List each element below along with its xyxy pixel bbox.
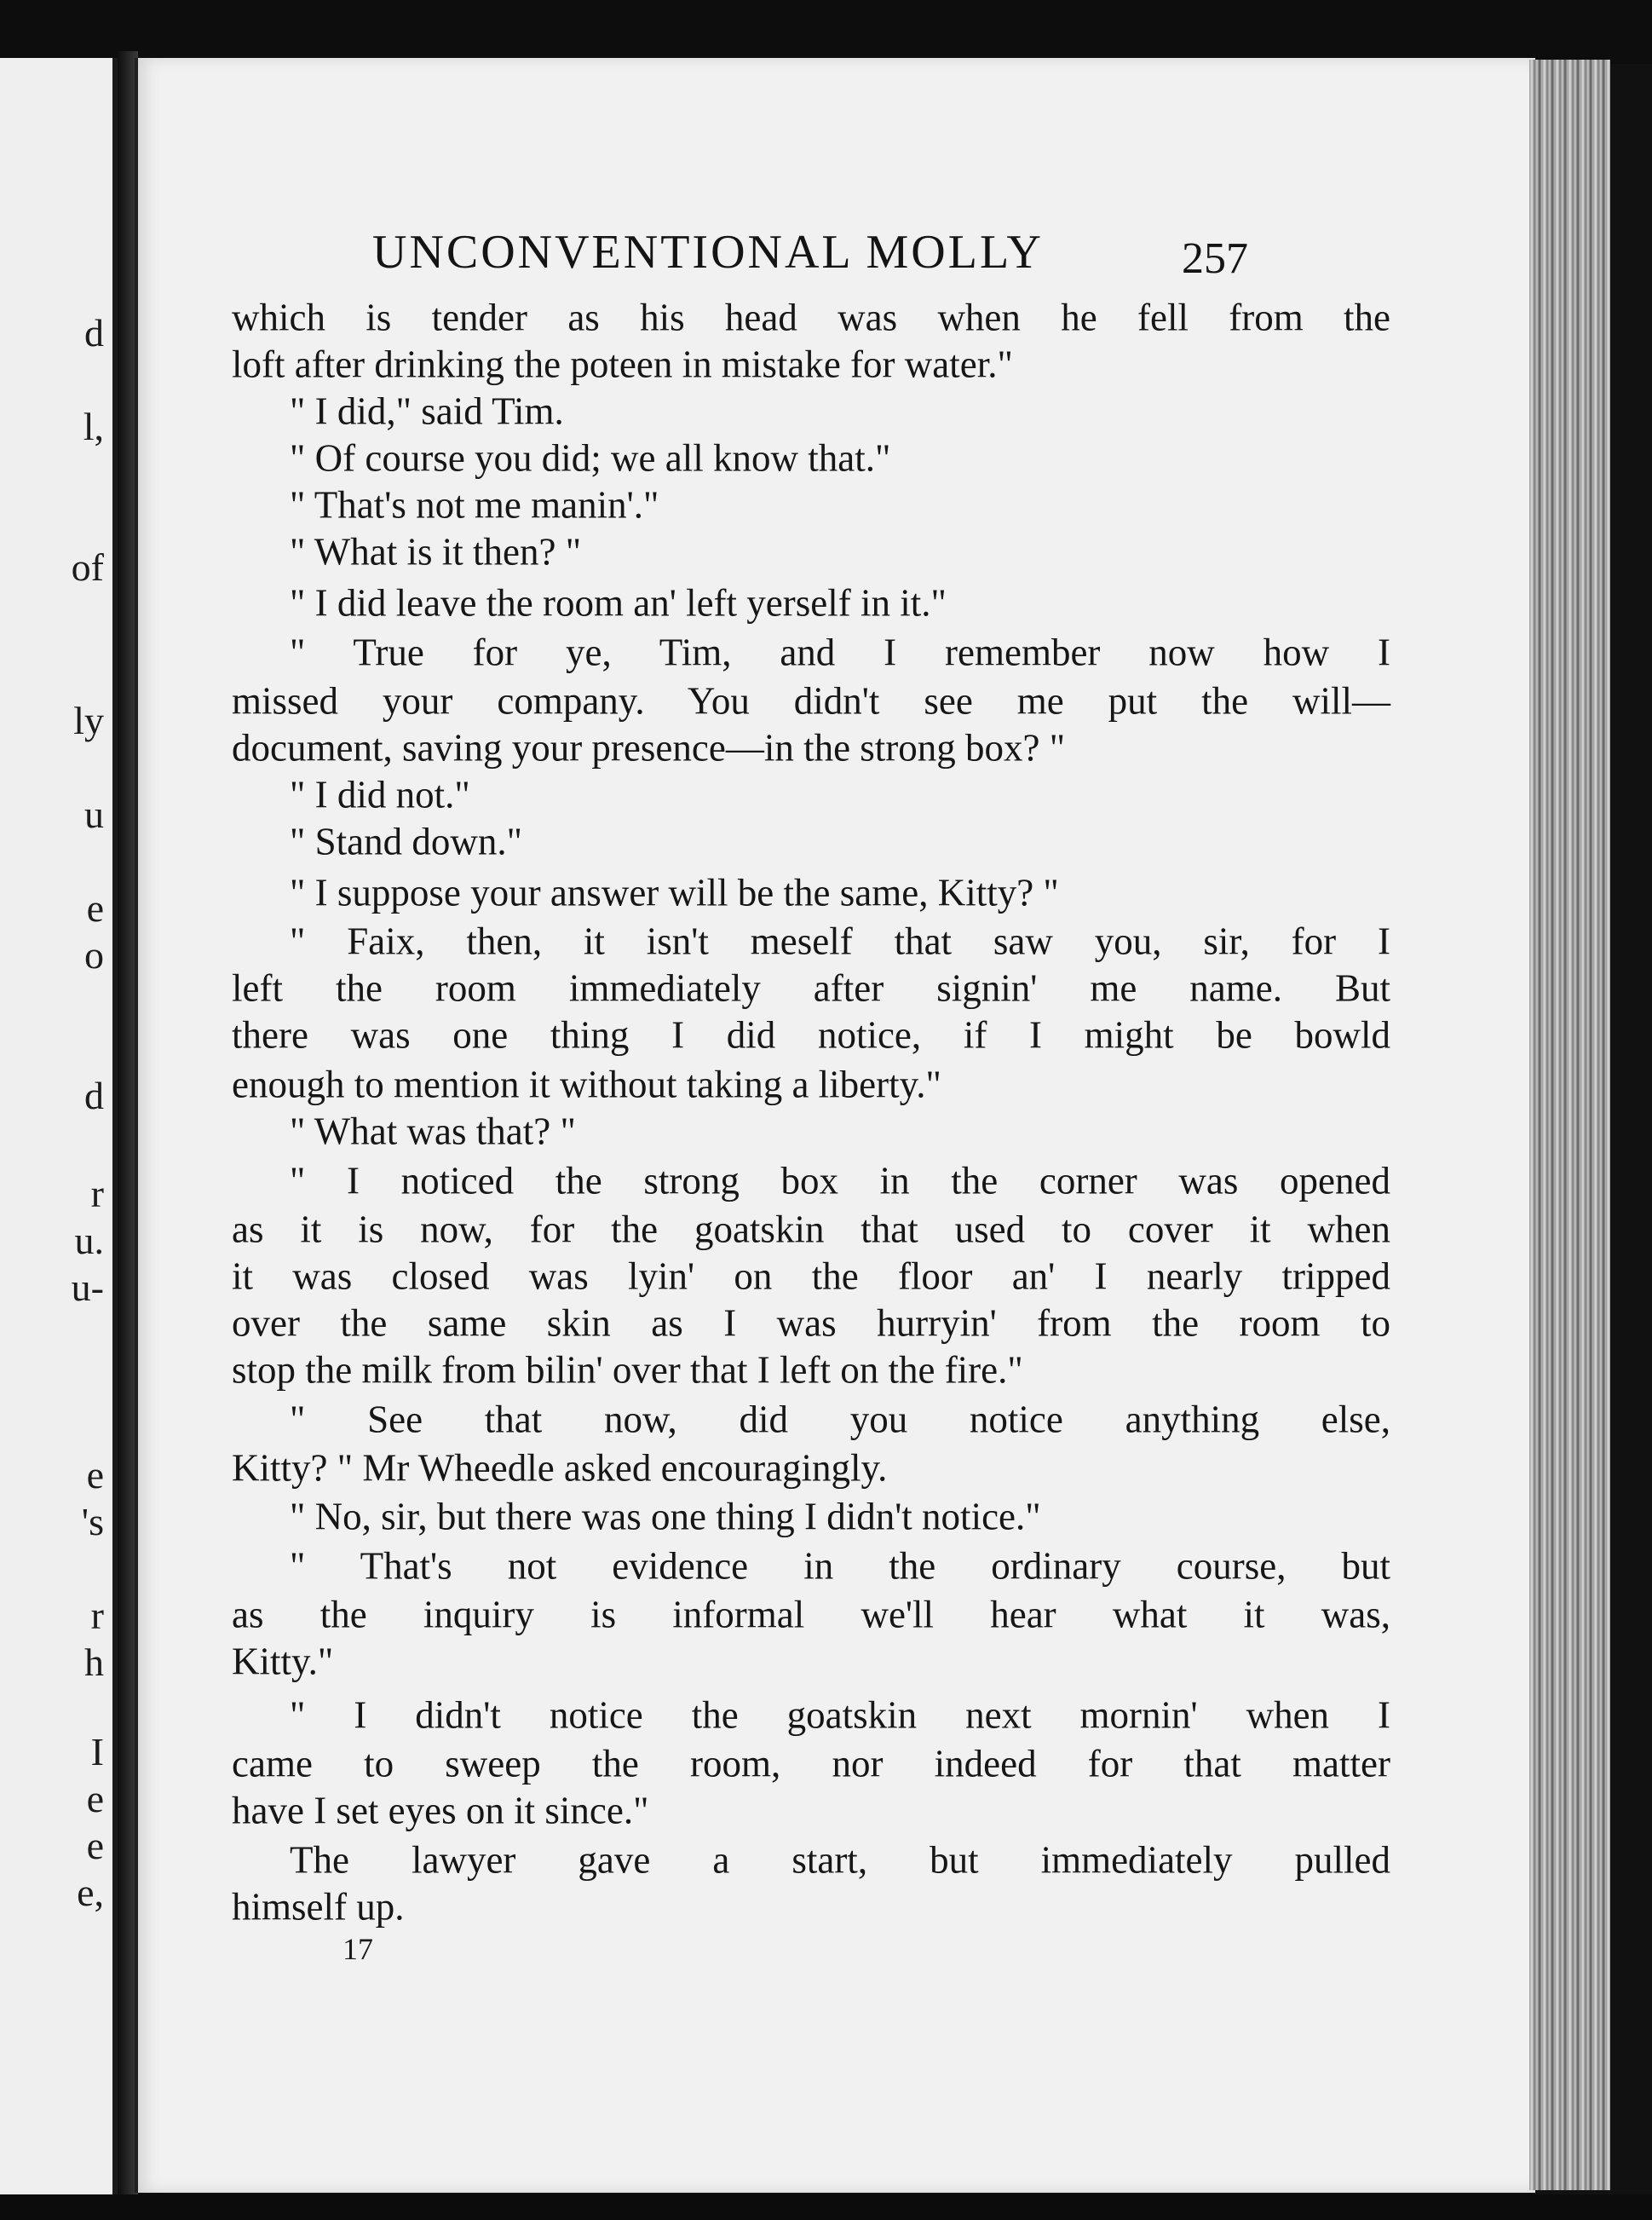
text-line: there was one thing I did notice, if I might be bowld xyxy=(232,1013,1390,1057)
text-line: himself up. xyxy=(232,1885,405,1929)
text-line: missed your company. You didn't see me put the will— xyxy=(232,679,1390,723)
left-page-fragment: u- xyxy=(71,1266,104,1309)
text-line: " I did not." xyxy=(290,773,470,816)
text-line: " I did," said Tim. xyxy=(290,389,564,433)
left-page-fragment: r xyxy=(90,1172,104,1215)
text-line: loft after drinking the poteen in mistake for water." xyxy=(232,343,1013,386)
text-line: stop the milk from bilin' over that I left on the fire." xyxy=(232,1348,1023,1392)
text-line: left the room immediately after signin' me name. But xyxy=(232,966,1390,1010)
text-line: " Of course you did; we all know that." xyxy=(290,436,891,480)
left-page-fragment: e, xyxy=(77,1871,104,1914)
text-line: " What is it then? " xyxy=(290,530,582,574)
text-line: enough to mention it without taking a liberty." xyxy=(232,1063,941,1106)
left-page-fragment: ly xyxy=(73,699,104,742)
text-line: came to sweep the room, nor indeed for that matter xyxy=(232,1742,1390,1785)
text-line: " True for ye, Tim, and I remember now how I xyxy=(290,631,1390,674)
text-line: " I didn't notice the goatskin next mornin' when I xyxy=(290,1693,1390,1737)
body-text xyxy=(138,58,1535,2193)
page-number: 257 xyxy=(1182,234,1248,283)
text-line: " No, sir, but there was one thing I didn't notice." xyxy=(290,1495,1041,1538)
text-line: " I noticed the strong box in the corner was opened xyxy=(290,1159,1390,1202)
left-page-fragment: e xyxy=(86,1777,104,1820)
text-line: as it is now, for the goatskin that used to cover it when xyxy=(232,1208,1390,1251)
left-page-fragment: d xyxy=(84,1074,104,1117)
text-line: document, saving your presence—in the strong box? " xyxy=(232,726,1066,770)
text-line: over the same skin as I was hurryin' from the room to xyxy=(232,1301,1390,1345)
text-line: " What was that? " xyxy=(290,1110,576,1153)
text-line: " See that now, did you notice anything else, xyxy=(290,1398,1390,1441)
book-page xyxy=(135,58,1535,2193)
running-head-title: UNCONVENTIONAL MOLLY xyxy=(372,226,1044,279)
text-line: have I set eyes on it since." xyxy=(232,1789,649,1832)
left-page-fragment: 's xyxy=(81,1500,104,1543)
signature-mark: 17 xyxy=(342,1932,373,1966)
text-line: which is tender as his head was when he fell from the xyxy=(232,296,1390,339)
left-page-fragment: d xyxy=(84,311,104,355)
text-line: Kitty? " Mr Wheedle asked encouragingly. xyxy=(232,1446,888,1490)
facing-page-left xyxy=(0,58,118,2197)
left-page-fragment: e xyxy=(86,1453,104,1496)
text-line: as the inquiry is informal we'll hear what it was, xyxy=(232,1593,1390,1636)
text-line: " I did leave the room an' left yerself in it." xyxy=(290,581,947,625)
text-line: " That's not evidence in the ordinary course, but xyxy=(290,1544,1390,1588)
text-line: " Faix, then, it isn't meself that saw you, sir, for I xyxy=(290,920,1390,963)
page-edges xyxy=(1529,60,1610,2190)
left-page-fragment: I xyxy=(90,1730,104,1773)
text-line: " I suppose your answer will be the same, Kitty? " xyxy=(290,871,1059,914)
scan-border-bottom xyxy=(0,2194,1652,2220)
left-page-fragment: o xyxy=(84,933,104,977)
left-page-fragment: u xyxy=(84,793,104,836)
text-line: it was closed was lyin' on the floor an' I nearly tripped xyxy=(232,1254,1390,1298)
text-line: " That's not me manin'." xyxy=(290,483,659,527)
text-line: The lawyer gave a start, but immediately pulled xyxy=(290,1838,1390,1882)
left-page-fragment: e xyxy=(86,1824,104,1867)
text-line: " Stand down." xyxy=(290,820,522,863)
left-page-fragment: l, xyxy=(83,405,104,448)
left-page-fragment: of xyxy=(71,545,104,589)
left-page-fragment: e xyxy=(86,886,104,930)
left-page-fragment: h xyxy=(84,1640,104,1684)
scan-border-top xyxy=(0,0,1652,64)
left-page-fragment: r xyxy=(90,1594,104,1637)
text-line: Kitty." xyxy=(232,1640,334,1683)
left-page-fragment: u. xyxy=(74,1219,104,1262)
